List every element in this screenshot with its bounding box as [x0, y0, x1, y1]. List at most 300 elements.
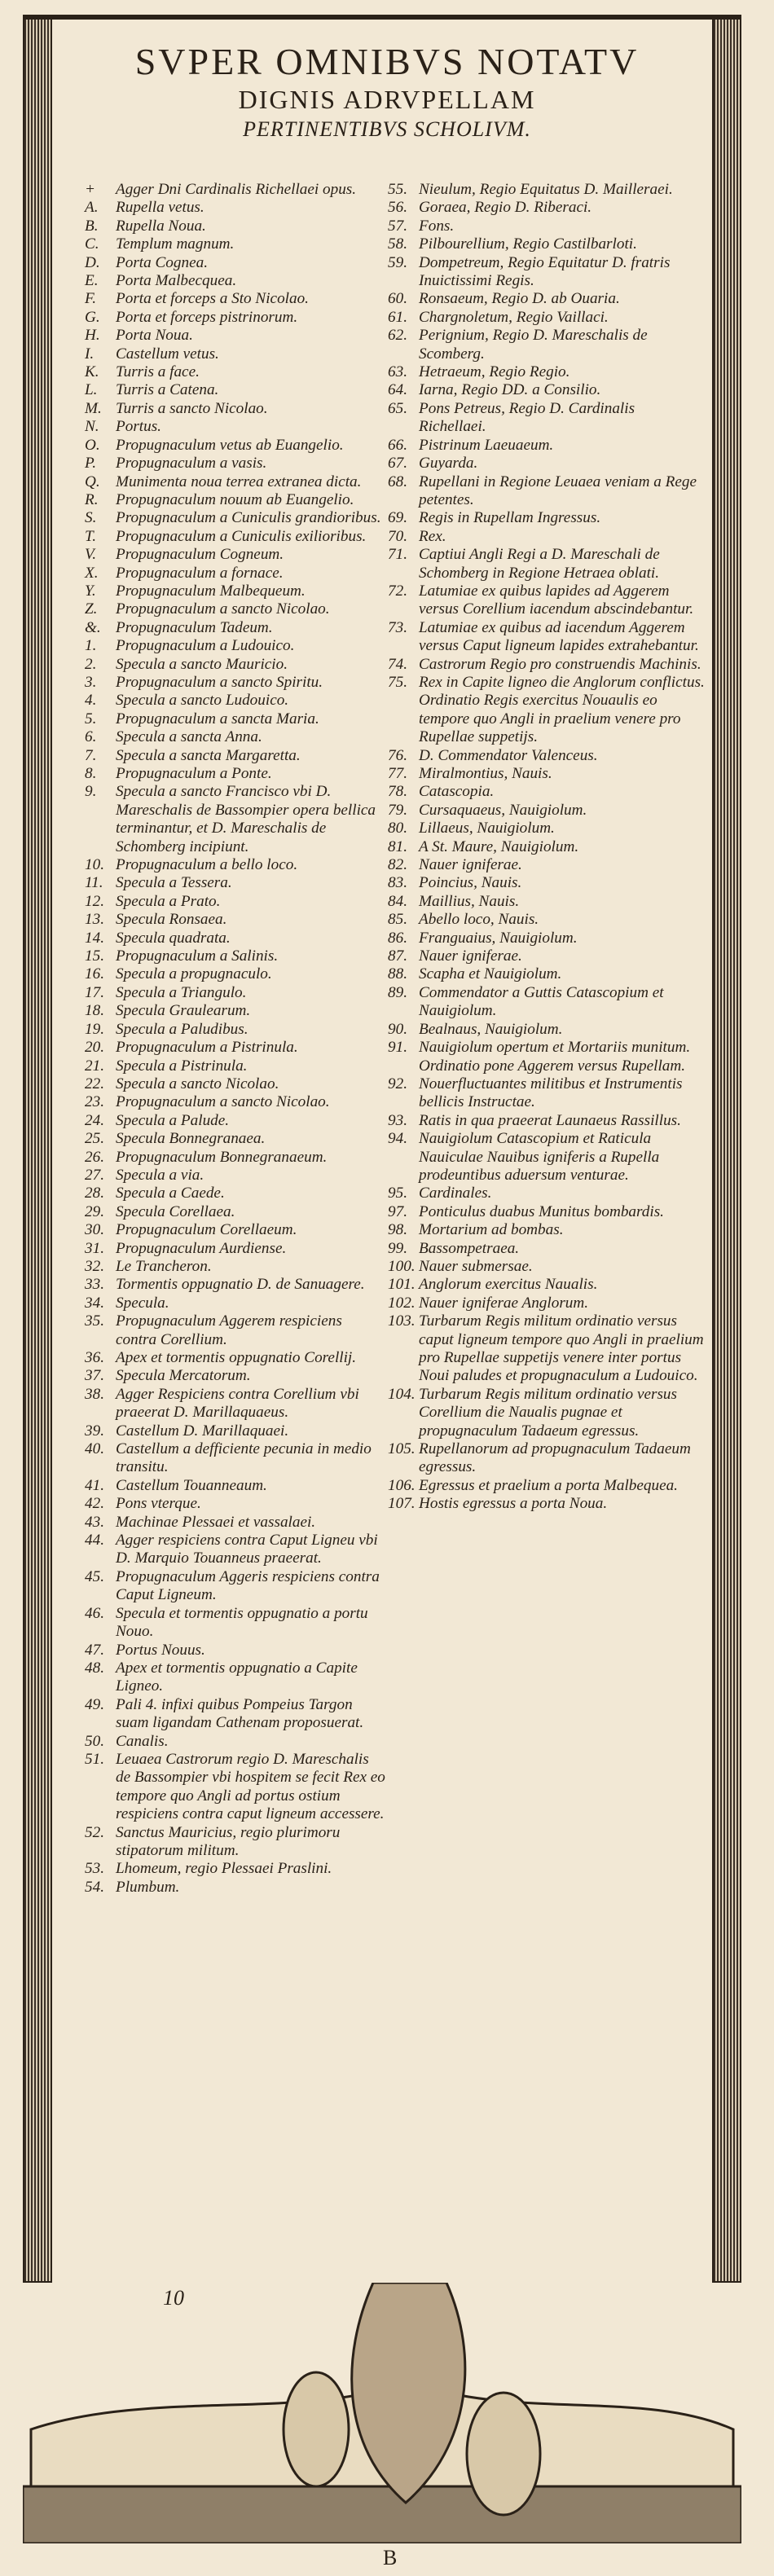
legend-entry: [85, 947, 386, 965]
legend-entry: [85, 437, 386, 455]
legend-entry: [388, 1495, 706, 1513]
entry-number: 107.: [388, 1495, 416, 1513]
entry-number: 15.: [85, 947, 104, 965]
entry-text: Porta Noua.: [116, 327, 193, 345]
entry-number: 73.: [388, 618, 407, 636]
legend-entry: [85, 1386, 386, 1422]
entry-number: 50.: [85, 1732, 104, 1750]
entry-number: 71.: [388, 546, 407, 564]
entry-text: Specula et tormentis oppugnatio a portu Nouo.: [116, 1604, 368, 1641]
entry-number: S.: [85, 509, 97, 527]
legend-entry: [388, 1221, 706, 1239]
entry-text: Propugnaculum Tadeum.: [116, 618, 273, 636]
title-line-1: SVPER OMNIBVS NOTATV: [134, 41, 640, 82]
legend-entry: [85, 874, 386, 892]
entry-text: Propugnaculum a Ludouico.: [116, 637, 295, 655]
entry-number: 106.: [388, 1476, 416, 1494]
entry-text: Ratis in qua praeerat Launaeus Rassillus.: [419, 1111, 681, 1129]
entry-text: Franguaius, Nauigiolum.: [419, 929, 578, 947]
legend-entry: [388, 1203, 706, 1221]
legend-entry: [85, 965, 386, 983]
entry-text: Nauigiolum opertum et Mortariis munitum.: [419, 1039, 691, 1057]
entry-text: Specula.: [116, 1294, 169, 1312]
entry-number: 98.: [388, 1221, 407, 1239]
entry-text: Ordinatio pone Aggerem versus Rupellam.: [419, 1057, 686, 1075]
entry-text: Tormentis oppugnatio D. de Sanuagere.: [116, 1276, 365, 1294]
entry-number: 83.: [388, 874, 407, 892]
entry-text: Pons vterque.: [116, 1495, 201, 1513]
entry-text: Apex et tormentis oppugnatio a Capite Ligneo.: [116, 1659, 358, 1695]
entry-number: 7.: [85, 746, 97, 764]
entry-number: +: [85, 181, 95, 198]
entry-number: 76.: [388, 746, 407, 764]
entry-text: Porta Malbecquea.: [116, 272, 237, 290]
legend-entry: [388, 783, 706, 801]
legend-entry: [388, 1021, 706, 1039]
entry-number: K.: [85, 363, 99, 381]
legend-entry: [388, 400, 706, 437]
legend-entry: [85, 1112, 386, 1130]
legend-entry: [388, 893, 706, 911]
legend-entry: [85, 656, 386, 674]
legend-entry: [85, 290, 386, 308]
signature-mark: B: [383, 2546, 398, 2569]
left-roll: [284, 2372, 349, 2486]
entry-number: 40.: [85, 1440, 104, 1458]
entry-text: Specula a sancto Ludouico.: [116, 692, 289, 710]
entry-number: 77.: [388, 765, 407, 782]
legend-entry: [85, 1824, 386, 1861]
entry-text: Propugnaculum nouum ab Euangelio.: [116, 490, 354, 508]
entry-text: Castellum vetus.: [116, 345, 219, 363]
legend-entry: [388, 1386, 706, 1440]
legend-entry: [85, 254, 386, 272]
entry-number: 95.: [388, 1185, 407, 1202]
entry-number: 100.: [388, 1257, 416, 1275]
entry-text: Nouerfluctuantes militibus et Instrumentis bellicis Instructae.: [419, 1075, 683, 1111]
pedestal-base: [23, 2486, 741, 2543]
entry-text: Specula a propugnaculo.: [116, 965, 272, 983]
legend-entry: [388, 947, 706, 965]
legend-entry: [85, 765, 386, 783]
entry-number: 62.: [388, 327, 407, 345]
entry-text: D. Commendator Valenceus.: [419, 746, 598, 764]
legend-entry: [388, 309, 706, 327]
entry-number: 35.: [85, 1312, 104, 1330]
legend-entry: [85, 509, 386, 527]
entry-number: 57.: [388, 217, 407, 235]
legend-entry: [388, 199, 706, 217]
entry-number: 21.: [85, 1057, 104, 1075]
entry-text: Leuaea Castrorum regio D. Mareschalis de Bassompier vbi hospitem se fecit Rex eo tempore quo Angli ad portus ostium respiciens contra caput ligneum accessere.: [116, 1750, 385, 1823]
legend-entry: [388, 437, 706, 455]
legend-entry: [388, 473, 706, 510]
entry-number: 49.: [85, 1695, 104, 1713]
entry-number: 29.: [85, 1202, 104, 1220]
entry-number: 36.: [85, 1349, 104, 1366]
legend-entry: [85, 528, 386, 546]
entry-text: Fons.: [419, 217, 455, 235]
entry-text: Propugnaculum a sancto Nicolao.: [116, 600, 330, 618]
legend-entry: [388, 528, 706, 546]
legend-entry: [85, 1149, 386, 1167]
entry-number: 64.: [388, 381, 407, 399]
legend-entry: [85, 582, 386, 600]
entry-number: 69.: [388, 509, 407, 527]
entry-number: 34.: [85, 1294, 104, 1312]
entry-number: 5.: [85, 710, 97, 728]
entry-number: 102.: [388, 1294, 416, 1312]
entry-text: Specula Bonnegranaea.: [116, 1130, 266, 1148]
legend-entry: [388, 254, 706, 291]
legend-entry: [388, 1075, 706, 1112]
entry-number: 45.: [85, 1567, 104, 1585]
entry-text: Specula a sancto Francisco vbi D. Mareschalis de Bassompier opera bellica terminantur, et D. Mareschalis de Schomberg incipiunt.: [116, 783, 376, 855]
entry-text: Captiui Angli Regi a D. Mareschali de Schomberg in Regione Hetraea oblati.: [419, 546, 660, 582]
entry-text: Rupella Noua.: [116, 217, 206, 235]
entry-number: 6.: [85, 728, 97, 746]
entry-text: Canalis.: [116, 1732, 169, 1750]
legend-entry: [388, 181, 706, 199]
entry-number: Y.: [85, 582, 96, 600]
entry-number: 18.: [85, 1002, 104, 1020]
entry-text: Egressus et praelium a porta Malbequea.: [419, 1476, 678, 1494]
legend-entry: [85, 1733, 386, 1751]
entry-text: Specula a Prato.: [116, 892, 221, 910]
legend-entry: [388, 674, 706, 692]
entry-number: O.: [85, 436, 100, 454]
legend-entry: [388, 874, 706, 892]
entry-text: A St. Maure, Nauigiolum.: [419, 837, 579, 855]
legend-entry: [388, 1039, 706, 1057]
legend-entry: [388, 856, 706, 874]
entry-text: Propugnaculum a Cuniculis grandioribus.: [116, 509, 381, 527]
entry-number: 104.: [388, 1385, 416, 1403]
legend-entry: [85, 1295, 386, 1312]
legend-entry: [388, 1057, 706, 1075]
entry-text: Miralmontius, Nauis.: [419, 765, 552, 782]
legend-entry: [85, 235, 386, 253]
legend-entry: [388, 965, 706, 983]
entry-number: 55.: [388, 181, 407, 198]
legend-entry: [85, 1659, 386, 1696]
legend-entry: [85, 1514, 386, 1532]
entry-number: 56.: [388, 199, 407, 217]
legend-entry: [85, 272, 386, 290]
entry-text: Rupellanorum ad propugnaculum Tadaeum egressus.: [419, 1440, 691, 1476]
legend-entry: [85, 1751, 386, 1824]
entry-number: 52.: [85, 1823, 104, 1841]
legend-entry: [85, 674, 386, 692]
entry-number: F.: [85, 290, 97, 308]
legend-entry: [85, 546, 386, 564]
entry-number: Q.: [85, 473, 100, 490]
entry-text: Bealnaus, Nauigiolum.: [419, 1020, 563, 1038]
entry-number: 101.: [388, 1276, 416, 1294]
legend-entry: [85, 1568, 386, 1605]
entry-number: 32.: [85, 1257, 104, 1275]
entry-text: Latumiae ex quibus ad iacendum Aggerem versus Caput ligneum lapides extrahebantur.: [419, 618, 699, 655]
legend-entry: [388, 1477, 706, 1495]
legend-entry: [388, 1312, 706, 1386]
legend-entry: [85, 1039, 386, 1057]
entry-text: Specula a via.: [116, 1166, 204, 1184]
legend-entry: [85, 491, 386, 509]
legend-entry: [85, 1605, 386, 1642]
legend-entry: [85, 1240, 386, 1258]
entry-number: 25.: [85, 1130, 104, 1148]
legend-entry: [85, 1167, 386, 1185]
entry-number: T.: [85, 527, 97, 545]
legend-entry: [85, 400, 386, 418]
entry-number: I.: [85, 345, 95, 363]
entry-number: 80.: [388, 820, 407, 837]
legend-entry: [388, 1276, 706, 1294]
entry-text: Perignium, Regio D. Mareschalis de Scomberg.: [419, 327, 648, 363]
entry-number: 68.: [388, 473, 407, 490]
legend-entry: [388, 1258, 706, 1276]
entry-number: 99.: [388, 1239, 407, 1257]
entry-text: Propugnaculum a fornace.: [116, 564, 284, 582]
entry-number: 8.: [85, 765, 97, 782]
entry-text: Portus Nouus.: [116, 1641, 205, 1659]
entry-text: Rex in Capite ligneo die Anglorum conflictus.: [419, 673, 705, 691]
entry-number: 67.: [388, 455, 407, 473]
entry-text: Turbarum Regis militum ordinatio versus Corellium die Naualis pugnae et propugnaculum Tadaeum egressus.: [419, 1385, 677, 1440]
right-ornamental-border: [712, 18, 741, 2283]
entry-text: Cursaquaeus, Nauigiolum.: [419, 801, 587, 819]
entry-number: [388, 692, 419, 746]
entry-text: Mortarium ad bombas.: [419, 1221, 564, 1239]
legend-entry: [85, 473, 386, 491]
entry-number: B.: [85, 217, 99, 235]
entry-text: Guyarda.: [419, 455, 478, 473]
legend-entry: [85, 345, 386, 363]
entry-text: Sanctus Mauricius, regio plurimoru stipatorum militum.: [116, 1823, 341, 1859]
entry-number: 66.: [388, 436, 407, 454]
legend-entry: [85, 692, 386, 710]
entry-text: Nieulum, Regio Equitatus D. Mailleraei.: [419, 181, 673, 198]
entry-text: Rex.: [419, 527, 446, 545]
legend-entry: [388, 327, 706, 363]
legend-entry: [388, 1295, 706, 1312]
legend-entry: [85, 600, 386, 618]
entry-number: 88.: [388, 965, 407, 983]
entry-number: 48.: [85, 1659, 104, 1677]
entry-number: 4.: [85, 692, 97, 710]
legend-entry: [388, 1130, 706, 1185]
legend-entry: [85, 1349, 386, 1367]
entry-text: Rupella vetus.: [116, 199, 204, 217]
entry-number: 78.: [388, 783, 407, 801]
entry-text: Specula Mercatorum.: [116, 1367, 251, 1385]
entry-text: Hostis egressus a porta Noua.: [419, 1495, 608, 1513]
entry-text: Plumbum.: [116, 1878, 180, 1896]
entry-text: Propugnaculum Bonnegranaeum.: [116, 1148, 328, 1166]
entry-text: Pilbourellium, Regio Castilbarloti.: [419, 235, 637, 253]
entry-text: Propugnaculum a Pistrinula.: [116, 1039, 298, 1057]
entry-number: 37.: [85, 1367, 104, 1385]
legend-entry: [85, 1696, 386, 1733]
entry-number: 90.: [388, 1020, 407, 1038]
entry-text: Lhomeum, regio Plessaei Praslini.: [116, 1860, 332, 1878]
entry-number: H.: [85, 327, 100, 345]
entry-text: Propugnaculum a sancta Maria.: [116, 710, 319, 728]
entry-number: Z.: [85, 600, 98, 618]
entry-text: Porta et forceps pistrinorum.: [116, 308, 298, 326]
entry-number: 93.: [388, 1111, 407, 1129]
entry-text: Latumiae ex quibus lapides ad Aggerem versus Corellium iacendum abscindebantur.: [419, 582, 694, 618]
legend-entry: [85, 911, 386, 929]
entry-number: 97.: [388, 1202, 407, 1220]
legend-entry: [85, 455, 386, 473]
entry-number: 61.: [388, 308, 407, 326]
entry-text: Turris a face.: [116, 363, 200, 381]
legend-entry: [85, 199, 386, 217]
legend-entry: [388, 838, 706, 856]
legend-entry: [388, 509, 706, 527]
entry-text: Agger Respiciens contra Corellium vbi praeerat D. Marillaquaeus.: [116, 1385, 359, 1422]
entry-text: Specula a sancto Mauricio.: [116, 655, 288, 673]
legend-entry: [85, 1422, 386, 1440]
entry-text: Portus.: [116, 418, 161, 436]
entry-number: 59.: [388, 253, 407, 271]
entry-number: 86.: [388, 929, 407, 947]
entry-text: Specula Ronsaea.: [116, 911, 227, 929]
entry-text: Propugnaculum Aggerem respiciens contra Corellium.: [116, 1312, 342, 1348]
legend-entry: [388, 381, 706, 399]
legend-entry: [388, 984, 706, 1021]
entry-text: Cardinales.: [419, 1185, 492, 1202]
entry-text: Specula a Paludibus.: [116, 1020, 248, 1038]
entry-text: Propugnaculum a Cuniculis exilioribus.: [116, 527, 367, 545]
legend-left-column: [85, 181, 386, 1897]
right-roll: [467, 2393, 540, 2515]
entry-text: Propugnaculum Aggeris respiciens contra Caput Ligneum.: [116, 1567, 380, 1604]
legend-entry: [85, 1276, 386, 1294]
entry-number: 28.: [85, 1185, 104, 1202]
entry-text: Specula a sancta Margaretta.: [116, 746, 301, 764]
entry-text: Specula Graulearum.: [116, 1002, 251, 1020]
legend-entry: [85, 1130, 386, 1148]
entry-number: M.: [85, 399, 102, 417]
entry-number: 26.: [85, 1148, 104, 1166]
entry-text: Propugnaculum a Salinis.: [116, 947, 279, 965]
entry-number: 89.: [388, 983, 407, 1001]
left-ornamental-border: [23, 18, 52, 2283]
entry-text: Pali 4. infixi quibus Pompeius Targon suam ligandam Cathenam proposuerat.: [116, 1695, 364, 1732]
entry-text: Agger respiciens contra Caput Ligneu vbi D. Marquio Touanneus praeerat.: [116, 1532, 378, 1567]
legend-entry: [388, 1240, 706, 1258]
entry-text: Nauer igniferae Anglorum.: [419, 1294, 589, 1312]
legend-entry: [388, 363, 706, 381]
entry-number: 51.: [85, 1750, 104, 1768]
legend-entry: [85, 1221, 386, 1239]
legend-entry: [85, 309, 386, 327]
legend-entry: [85, 1203, 386, 1221]
entry-text: Porta Cognea.: [116, 253, 208, 271]
entry-text: Propugnaculum a bello loco.: [116, 856, 298, 874]
legend-entry: [85, 1002, 386, 1020]
entry-number: 12.: [85, 892, 104, 910]
legend-entry: [85, 1185, 386, 1202]
entry-text: Abello loco, Nauis.: [419, 911, 539, 929]
entry-number: 105.: [388, 1440, 416, 1458]
entry-text: Nauigiolum Catascopium et Raticula Nauiculae Nauibus igniferis a Rupella prodeuntibus aduersum venturae.: [419, 1130, 660, 1184]
entry-text: Castellum a defficiente pecunia in medio transitu.: [116, 1440, 372, 1476]
entry-number: P.: [85, 455, 97, 473]
legend-entry: [388, 802, 706, 820]
title-line-3: PERTINENTIBVS SCHOLIVM.: [243, 117, 531, 141]
entry-text: Ordinatio Regis exercitus Nouaulis eo tempore quo Angli in praelium venere pro Rupellae suppetijs.: [419, 692, 681, 746]
entry-text: Castellum D. Marillaquaei.: [116, 1422, 289, 1440]
entry-number: 84.: [388, 892, 407, 910]
entry-number: 24.: [85, 1111, 104, 1129]
legend-entry: [85, 856, 386, 874]
entry-text: Propugnaculum a sancto Nicolao.: [116, 1093, 330, 1111]
entry-number: 79.: [388, 801, 407, 819]
legend-entry: [85, 1312, 386, 1349]
entry-number: 63.: [388, 363, 407, 381]
legend-entry: [85, 1532, 386, 1568]
entry-number: 46.: [85, 1604, 104, 1622]
entry-number: 2.: [85, 655, 97, 673]
entry-text: Hetraeum, Regio Regio.: [419, 363, 570, 381]
legend-entry: [85, 1860, 386, 1878]
entry-number: 27.: [85, 1166, 104, 1184]
entry-number: &.: [85, 618, 101, 636]
entry-number: 41.: [85, 1476, 104, 1494]
entry-number: 1.: [85, 637, 97, 655]
legend-entry: [388, 911, 706, 929]
legend-entry: [85, 1642, 386, 1659]
legend-entry: [388, 235, 706, 253]
legend-entry: [85, 218, 386, 235]
entry-number: 75.: [388, 673, 407, 691]
entry-number: [388, 1057, 419, 1075]
legend-entry: [85, 1258, 386, 1276]
entry-number: 10.: [85, 856, 104, 874]
entry-number: 42.: [85, 1495, 104, 1513]
entry-number: A.: [85, 199, 99, 217]
entry-text: Chargnoletum, Regio Vaillaci.: [419, 308, 609, 326]
entry-number: 9.: [85, 783, 97, 801]
title-block: [65, 41, 709, 143]
legend-entry: [85, 363, 386, 381]
entry-text: Specula a sancto Nicolao.: [116, 1075, 279, 1092]
entry-text: Propugnaculum Corellaeum.: [116, 1221, 297, 1239]
legend-entry: [388, 1440, 706, 1477]
entry-number: V.: [85, 546, 97, 564]
entry-number: G.: [85, 308, 100, 326]
entry-number: 58.: [388, 235, 407, 253]
entry-text: Scapha et Nauigiolum.: [419, 965, 562, 983]
entry-text: Goraea, Regio D. Riberaci.: [419, 199, 592, 217]
entry-text: Specula a Palude.: [116, 1111, 230, 1129]
entry-text: Apex et tormentis oppugnatio Corellij.: [116, 1349, 357, 1366]
entry-text: Templum magnum.: [116, 235, 235, 253]
legend-entry: [388, 765, 706, 783]
entry-number: 74.: [388, 655, 407, 673]
entry-text: Propugnaculum Malbequeum.: [116, 582, 306, 600]
entry-text: Bassompetraea.: [419, 1239, 520, 1257]
entry-text: Specula a Pistrinula.: [116, 1057, 248, 1075]
entry-number: 103.: [388, 1312, 416, 1330]
entry-number: 39.: [85, 1422, 104, 1440]
entry-number: 31.: [85, 1239, 104, 1257]
legend-entry: [85, 418, 386, 436]
entry-number: 23.: [85, 1093, 104, 1111]
